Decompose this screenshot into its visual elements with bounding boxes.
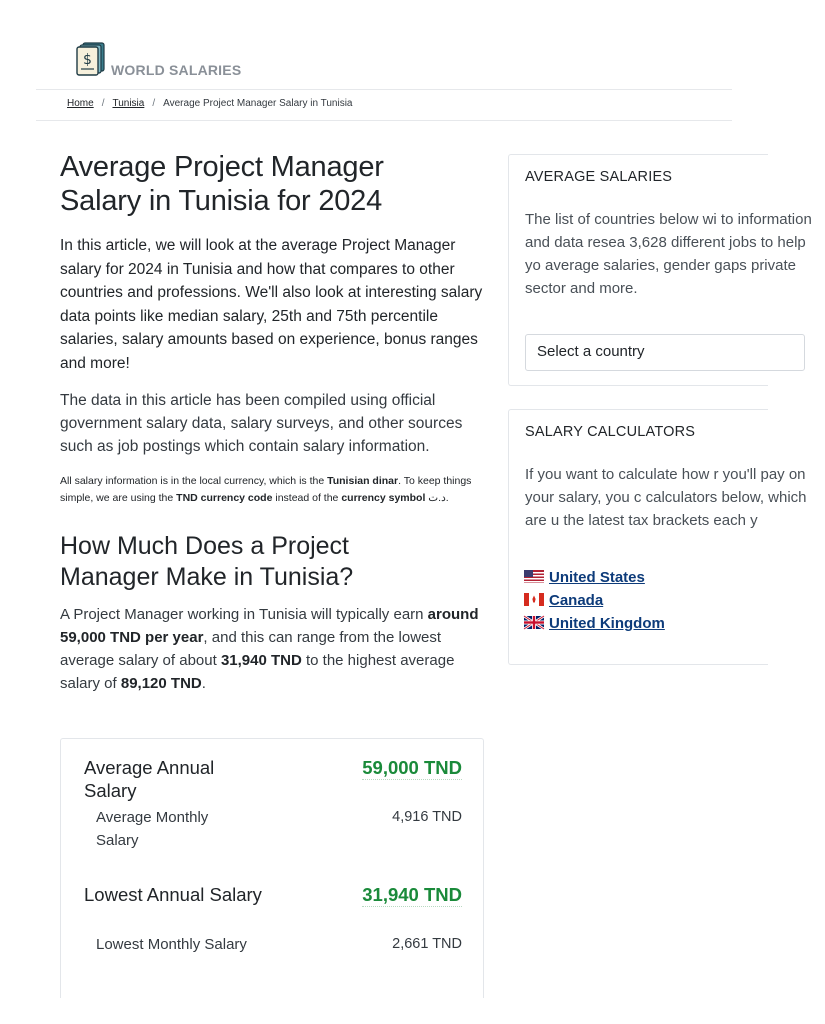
uk-flag-icon <box>524 616 544 629</box>
currency-name: Tunisian dinar <box>327 474 399 487</box>
currency-code: TND currency code <box>176 491 273 504</box>
salary-summary-text: . <box>201 674 206 692</box>
header-divider <box>36 89 732 90</box>
section-heading-line1: How Much Does a Project <box>60 531 350 560</box>
page-title-line1: Average Project Manager <box>60 151 384 183</box>
typical-salary: around 59,000 TND per year <box>60 605 479 646</box>
breadcrumb-separator: / <box>152 98 156 109</box>
canada-link[interactable]: Canada <box>549 592 604 609</box>
currency-note <box>60 473 485 507</box>
lowest-annual-value: 31,940 TND <box>362 884 462 905</box>
average-monthly-value: 4,916 TND <box>392 809 462 825</box>
currency-note-text: . To keep things simple, we are using the <box>60 474 472 504</box>
canada-flag-icon <box>524 593 544 606</box>
data-source-paragraph: The data in this article has been compiled using official government salary data, salary surveys, and other sources such as job postings which contain salary information. <box>60 392 463 456</box>
country-select[interactable]: Select a country <box>525 334 805 371</box>
breadcrumb-current: Average Project Manager Salary in Tunisia <box>163 98 353 109</box>
united-states-link[interactable]: United States <box>549 569 645 586</box>
salary-summary-text: , and this can range from the lowest average salary of about <box>60 628 442 669</box>
average-annual-value: 59,000 TND <box>362 757 462 778</box>
page-title-line2: Salary in Tunisia for 2024 <box>60 185 383 217</box>
lowest-monthly-value: 2,661 TND <box>392 936 462 952</box>
svg-text:$: $ <box>83 52 92 68</box>
site-logo-text[interactable]: WORLD SALARIES <box>111 62 242 78</box>
breadcrumb-home-link[interactable]: Home <box>67 98 94 109</box>
us-flag-icon <box>524 570 544 583</box>
article-intro: In this article, we will look at the average Project Manager salary for 2024 in Tunisia and how that compares to other countries and professions. We'll also look at interesting salary data points like median salary, 25th and 75th percentile salaries, salary amounts based on experience, bonus ranges and more! <box>60 237 483 372</box>
section-heading <box>60 531 485 593</box>
breadcrumb-separator: / <box>101 98 105 109</box>
article-main <box>60 150 485 695</box>
section-heading-line2: Manager Make in Tunisia? <box>60 562 354 591</box>
average-salaries-text: The list of countries below wi to information and data resea 3,628 different jobs to help yo average salaries, gender gaps private sector and more. <box>525 211 812 297</box>
currency-note-text: instead of the <box>272 491 342 504</box>
breadcrumb <box>67 98 353 109</box>
average-salaries-title: AVERAGE SALARIES <box>525 169 673 185</box>
salary-summary <box>60 603 485 695</box>
calculator-link-uk <box>524 612 665 635</box>
salary-calculators-title: SALARY CALCULATORS <box>525 424 696 440</box>
salary-calculators-text: If you want to calculate how r you'll pay on your salary, you c calculators below, which are u the latest tax brackets each y <box>525 466 807 529</box>
united-kingdom-link[interactable]: United Kingdom <box>549 615 665 632</box>
breadcrumb-country-link[interactable]: Tunisia <box>112 98 145 109</box>
lowest-annual-label: Lowest Annual Salary <box>84 884 262 905</box>
average-annual-label: Average Annual Salary <box>84 757 215 801</box>
salary-receipt-icon[interactable] <box>76 42 106 76</box>
lowest-salary: 31,940 TND <box>220 651 302 669</box>
site-header <box>0 0 768 90</box>
salary-summary-text: to the highest average salary of <box>60 651 455 692</box>
salary-stats-card <box>60 738 484 998</box>
lowest-monthly-label: Lowest Monthly Salary <box>96 936 247 953</box>
page-title <box>60 150 485 218</box>
currency-symbol: د.ت. <box>425 491 449 504</box>
currency-symbol-label: currency symbol <box>341 491 426 504</box>
average-monthly-label: Average Monthly Salary <box>96 809 209 849</box>
calculator-link-ca <box>524 589 665 612</box>
average-salaries-widget <box>508 154 812 386</box>
currency-note-text: All salary information is in the local currency, which is the <box>60 474 328 487</box>
calculator-link-us <box>524 566 665 589</box>
calculator-links <box>524 566 665 635</box>
salary-summary-text: A Project Manager working in Tunisia will typically earn <box>60 605 428 623</box>
breadcrumb-divider <box>36 120 732 121</box>
highest-salary: 89,120 TND <box>120 674 202 692</box>
